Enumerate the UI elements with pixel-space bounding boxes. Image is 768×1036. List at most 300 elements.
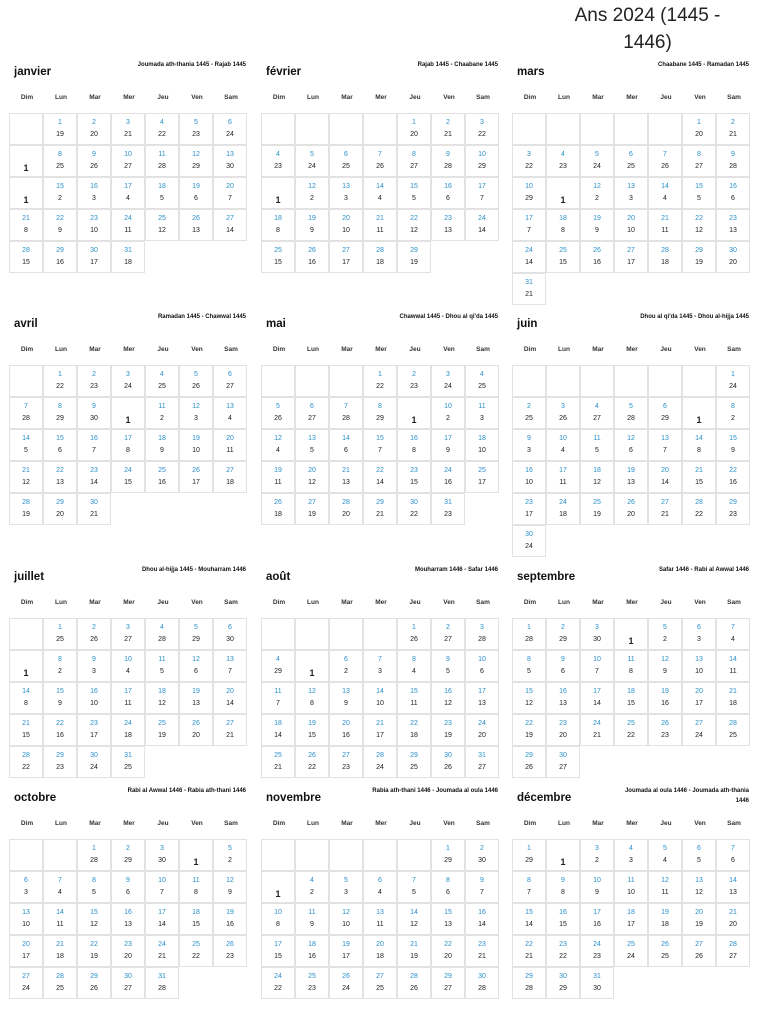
day-cell[interactable] [580, 209, 614, 241]
day-cell[interactable] [397, 682, 431, 714]
day-cell[interactable] [580, 429, 614, 461]
day-cell[interactable] [431, 365, 465, 397]
day-cell[interactable] [648, 177, 682, 209]
day-cell[interactable] [363, 650, 397, 682]
day-cell[interactable] [580, 903, 614, 935]
day-cell[interactable] [465, 365, 499, 397]
day-cell[interactable] [43, 650, 77, 682]
day-cell[interactable] [682, 397, 716, 429]
day-cell[interactable] [580, 461, 614, 493]
day-cell[interactable] [546, 209, 580, 241]
day-cell[interactable] [43, 209, 77, 241]
day-cell[interactable] [431, 871, 465, 903]
day-cell[interactable] [261, 241, 295, 273]
day-cell[interactable] [716, 682, 750, 714]
day-cell[interactable] [648, 839, 682, 871]
day-cell[interactable] [397, 871, 431, 903]
day-cell[interactable] [431, 682, 465, 714]
day-cell[interactable] [397, 746, 431, 778]
day-cell[interactable] [261, 429, 295, 461]
day-cell[interactable] [179, 682, 213, 714]
day-cell[interactable] [111, 429, 145, 461]
day-cell[interactable] [179, 714, 213, 746]
day-cell[interactable] [261, 397, 295, 429]
day-cell[interactable] [9, 871, 43, 903]
day-cell[interactable] [145, 113, 179, 145]
day-cell[interactable] [145, 903, 179, 935]
day-cell[interactable] [465, 145, 499, 177]
day-cell[interactable] [682, 145, 716, 177]
day-cell[interactable] [716, 113, 750, 145]
day-cell[interactable] [465, 209, 499, 241]
day-cell[interactable] [363, 209, 397, 241]
day-cell[interactable] [546, 839, 580, 871]
day-cell[interactable] [77, 967, 111, 999]
day-cell[interactable] [431, 397, 465, 429]
day-cell[interactable] [614, 618, 648, 650]
day-cell[interactable] [111, 682, 145, 714]
day-cell[interactable] [465, 871, 499, 903]
day-cell[interactable] [329, 871, 363, 903]
day-cell[interactable] [397, 429, 431, 461]
day-cell[interactable] [261, 177, 295, 209]
day-cell[interactable] [111, 839, 145, 871]
day-cell[interactable] [512, 493, 546, 525]
day-cell[interactable] [295, 714, 329, 746]
day-cell[interactable] [580, 241, 614, 273]
day-cell[interactable] [329, 682, 363, 714]
day-cell[interactable] [614, 871, 648, 903]
day-cell[interactable] [261, 493, 295, 525]
day-cell[interactable] [145, 967, 179, 999]
day-cell[interactable] [546, 682, 580, 714]
day-cell[interactable] [179, 461, 213, 493]
day-cell[interactable] [77, 397, 111, 429]
day-cell[interactable] [145, 461, 179, 493]
day-cell[interactable] [431, 461, 465, 493]
day-cell[interactable] [363, 241, 397, 273]
day-cell[interactable] [111, 241, 145, 273]
day-cell[interactable] [111, 461, 145, 493]
day-cell[interactable] [43, 746, 77, 778]
day-cell[interactable] [213, 429, 247, 461]
day-cell[interactable] [329, 145, 363, 177]
day-cell[interactable] [716, 209, 750, 241]
day-cell[interactable] [77, 177, 111, 209]
day-cell[interactable] [716, 493, 750, 525]
day-cell[interactable] [431, 839, 465, 871]
day-cell[interactable] [145, 177, 179, 209]
day-cell[interactable] [295, 177, 329, 209]
day-cell[interactable] [329, 967, 363, 999]
day-cell[interactable] [77, 145, 111, 177]
day-cell[interactable] [213, 397, 247, 429]
day-cell[interactable] [77, 493, 111, 525]
day-cell[interactable] [213, 935, 247, 967]
day-cell[interactable] [9, 903, 43, 935]
day-cell[interactable] [9, 650, 43, 682]
day-cell[interactable] [295, 397, 329, 429]
day-cell[interactable] [512, 746, 546, 778]
day-cell[interactable] [295, 461, 329, 493]
day-cell[interactable] [397, 113, 431, 145]
day-cell[interactable] [261, 871, 295, 903]
day-cell[interactable] [397, 209, 431, 241]
day-cell[interactable] [580, 682, 614, 714]
day-cell[interactable] [397, 714, 431, 746]
day-cell[interactable] [512, 429, 546, 461]
day-cell[interactable] [77, 714, 111, 746]
day-cell[interactable] [213, 839, 247, 871]
day-cell[interactable] [145, 397, 179, 429]
day-cell[interactable] [9, 493, 43, 525]
day-cell[interactable] [363, 967, 397, 999]
day-cell[interactable] [363, 177, 397, 209]
day-cell[interactable] [329, 903, 363, 935]
day-cell[interactable] [682, 429, 716, 461]
day-cell[interactable] [77, 241, 111, 273]
day-cell[interactable] [179, 113, 213, 145]
day-cell[interactable] [77, 461, 111, 493]
day-cell[interactable] [43, 429, 77, 461]
day-cell[interactable] [546, 871, 580, 903]
day-cell[interactable] [329, 177, 363, 209]
day-cell[interactable] [431, 746, 465, 778]
day-cell[interactable] [512, 241, 546, 273]
day-cell[interactable] [145, 714, 179, 746]
day-cell[interactable] [77, 209, 111, 241]
day-cell[interactable] [614, 714, 648, 746]
day-cell[interactable] [77, 429, 111, 461]
day-cell[interactable] [111, 935, 145, 967]
day-cell[interactable] [431, 650, 465, 682]
day-cell[interactable] [261, 746, 295, 778]
day-cell[interactable] [261, 935, 295, 967]
day-cell[interactable] [77, 903, 111, 935]
day-cell[interactable] [111, 746, 145, 778]
day-cell[interactable] [614, 429, 648, 461]
day-cell[interactable] [431, 429, 465, 461]
day-cell[interactable] [363, 397, 397, 429]
day-cell[interactable] [397, 650, 431, 682]
day-cell[interactable] [580, 650, 614, 682]
day-cell[interactable] [512, 682, 546, 714]
day-cell[interactable] [546, 714, 580, 746]
day-cell[interactable] [648, 493, 682, 525]
day-cell[interactable] [465, 903, 499, 935]
day-cell[interactable] [546, 145, 580, 177]
day-cell[interactable] [43, 903, 77, 935]
day-cell[interactable] [295, 241, 329, 273]
day-cell[interactable] [614, 935, 648, 967]
day-cell[interactable] [213, 871, 247, 903]
day-cell[interactable] [9, 935, 43, 967]
day-cell[interactable] [179, 935, 213, 967]
day-cell[interactable] [397, 903, 431, 935]
day-cell[interactable] [431, 967, 465, 999]
day-cell[interactable] [213, 209, 247, 241]
day-cell[interactable] [431, 618, 465, 650]
day-cell[interactable] [363, 746, 397, 778]
day-cell[interactable] [77, 839, 111, 871]
day-cell[interactable] [329, 493, 363, 525]
day-cell[interactable] [179, 429, 213, 461]
day-cell[interactable] [716, 365, 750, 397]
day-cell[interactable] [111, 650, 145, 682]
day-cell[interactable] [512, 967, 546, 999]
day-cell[interactable] [512, 397, 546, 429]
day-cell[interactable] [716, 871, 750, 903]
day-cell[interactable] [648, 397, 682, 429]
day-cell[interactable] [648, 145, 682, 177]
day-cell[interactable] [716, 714, 750, 746]
day-cell[interactable] [111, 177, 145, 209]
day-cell[interactable] [465, 429, 499, 461]
day-cell[interactable] [648, 241, 682, 273]
day-cell[interactable] [145, 839, 179, 871]
day-cell[interactable] [546, 650, 580, 682]
day-cell[interactable] [261, 650, 295, 682]
day-cell[interactable] [111, 365, 145, 397]
day-cell[interactable] [329, 241, 363, 273]
day-cell[interactable] [363, 682, 397, 714]
day-cell[interactable] [716, 618, 750, 650]
day-cell[interactable] [682, 903, 716, 935]
day-cell[interactable] [363, 145, 397, 177]
day-cell[interactable] [397, 935, 431, 967]
day-cell[interactable] [546, 493, 580, 525]
day-cell[interactable] [716, 397, 750, 429]
day-cell[interactable] [648, 650, 682, 682]
day-cell[interactable] [295, 429, 329, 461]
day-cell[interactable] [295, 682, 329, 714]
day-cell[interactable] [682, 839, 716, 871]
day-cell[interactable] [716, 241, 750, 273]
day-cell[interactable] [329, 746, 363, 778]
day-cell[interactable] [9, 967, 43, 999]
day-cell[interactable] [179, 871, 213, 903]
day-cell[interactable] [363, 935, 397, 967]
day-cell[interactable] [648, 714, 682, 746]
day-cell[interactable] [329, 650, 363, 682]
day-cell[interactable] [43, 871, 77, 903]
day-cell[interactable] [580, 839, 614, 871]
day-cell[interactable] [111, 871, 145, 903]
day-cell[interactable] [9, 145, 43, 177]
day-cell[interactable] [614, 839, 648, 871]
day-cell[interactable] [43, 935, 77, 967]
day-cell[interactable] [9, 241, 43, 273]
day-cell[interactable] [580, 967, 614, 999]
day-cell[interactable] [261, 967, 295, 999]
day-cell[interactable] [179, 397, 213, 429]
day-cell[interactable] [43, 493, 77, 525]
day-cell[interactable] [179, 650, 213, 682]
day-cell[interactable] [546, 177, 580, 209]
day-cell[interactable] [145, 650, 179, 682]
day-cell[interactable] [261, 209, 295, 241]
day-cell[interactable] [682, 241, 716, 273]
day-cell[interactable] [397, 145, 431, 177]
day-cell[interactable] [682, 493, 716, 525]
day-cell[interactable] [43, 967, 77, 999]
day-cell[interactable] [213, 113, 247, 145]
day-cell[interactable] [431, 935, 465, 967]
day-cell[interactable] [716, 650, 750, 682]
day-cell[interactable] [682, 871, 716, 903]
day-cell[interactable] [43, 241, 77, 273]
day-cell[interactable] [648, 209, 682, 241]
day-cell[interactable] [682, 682, 716, 714]
day-cell[interactable] [682, 177, 716, 209]
day-cell[interactable] [614, 177, 648, 209]
day-cell[interactable] [261, 461, 295, 493]
day-cell[interactable] [179, 177, 213, 209]
day-cell[interactable] [295, 871, 329, 903]
day-cell[interactable] [77, 113, 111, 145]
day-cell[interactable] [397, 241, 431, 273]
day-cell[interactable] [682, 935, 716, 967]
day-cell[interactable] [179, 209, 213, 241]
day-cell[interactable] [465, 650, 499, 682]
day-cell[interactable] [465, 935, 499, 967]
day-cell[interactable] [512, 903, 546, 935]
day-cell[interactable] [145, 682, 179, 714]
day-cell[interactable] [580, 177, 614, 209]
day-cell[interactable] [614, 493, 648, 525]
day-cell[interactable] [261, 145, 295, 177]
day-cell[interactable] [111, 967, 145, 999]
day-cell[interactable] [512, 871, 546, 903]
day-cell[interactable] [77, 682, 111, 714]
day-cell[interactable] [329, 429, 363, 461]
day-cell[interactable] [465, 714, 499, 746]
day-cell[interactable] [465, 113, 499, 145]
day-cell[interactable] [9, 429, 43, 461]
day-cell[interactable] [363, 365, 397, 397]
day-cell[interactable] [614, 682, 648, 714]
day-cell[interactable] [329, 209, 363, 241]
day-cell[interactable] [512, 935, 546, 967]
day-cell[interactable] [43, 714, 77, 746]
day-cell[interactable] [145, 145, 179, 177]
day-cell[interactable] [295, 903, 329, 935]
day-cell[interactable] [648, 871, 682, 903]
day-cell[interactable] [295, 935, 329, 967]
day-cell[interactable] [179, 365, 213, 397]
day-cell[interactable] [295, 967, 329, 999]
day-cell[interactable] [580, 397, 614, 429]
day-cell[interactable] [614, 650, 648, 682]
day-cell[interactable] [213, 145, 247, 177]
day-cell[interactable] [397, 618, 431, 650]
day-cell[interactable] [329, 397, 363, 429]
day-cell[interactable] [111, 397, 145, 429]
day-cell[interactable] [546, 397, 580, 429]
day-cell[interactable] [580, 871, 614, 903]
day-cell[interactable] [363, 871, 397, 903]
day-cell[interactable] [648, 429, 682, 461]
day-cell[interactable] [363, 461, 397, 493]
day-cell[interactable] [77, 935, 111, 967]
day-cell[interactable] [329, 935, 363, 967]
day-cell[interactable] [397, 967, 431, 999]
day-cell[interactable] [77, 618, 111, 650]
day-cell[interactable] [546, 241, 580, 273]
day-cell[interactable] [111, 209, 145, 241]
day-cell[interactable] [179, 145, 213, 177]
day-cell[interactable] [397, 461, 431, 493]
day-cell[interactable] [145, 935, 179, 967]
day-cell[interactable] [465, 682, 499, 714]
day-cell[interactable] [546, 903, 580, 935]
day-cell[interactable] [213, 461, 247, 493]
day-cell[interactable] [512, 714, 546, 746]
day-cell[interactable] [465, 967, 499, 999]
day-cell[interactable] [682, 618, 716, 650]
day-cell[interactable] [77, 650, 111, 682]
day-cell[interactable] [179, 618, 213, 650]
day-cell[interactable] [512, 461, 546, 493]
day-cell[interactable] [716, 839, 750, 871]
day-cell[interactable] [546, 746, 580, 778]
day-cell[interactable] [9, 209, 43, 241]
day-cell[interactable] [363, 493, 397, 525]
day-cell[interactable] [295, 145, 329, 177]
day-cell[interactable] [111, 145, 145, 177]
day-cell[interactable] [111, 714, 145, 746]
day-cell[interactable] [512, 145, 546, 177]
day-cell[interactable] [512, 839, 546, 871]
day-cell[interactable] [329, 461, 363, 493]
day-cell[interactable] [580, 145, 614, 177]
day-cell[interactable] [431, 145, 465, 177]
day-cell[interactable] [77, 746, 111, 778]
day-cell[interactable] [431, 209, 465, 241]
day-cell[interactable] [9, 397, 43, 429]
day-cell[interactable] [431, 714, 465, 746]
day-cell[interactable] [213, 682, 247, 714]
day-cell[interactable] [512, 177, 546, 209]
day-cell[interactable] [431, 177, 465, 209]
day-cell[interactable] [43, 682, 77, 714]
day-cell[interactable] [512, 525, 546, 557]
day-cell[interactable] [614, 903, 648, 935]
day-cell[interactable] [213, 650, 247, 682]
day-cell[interactable] [465, 746, 499, 778]
day-cell[interactable] [295, 650, 329, 682]
day-cell[interactable] [465, 397, 499, 429]
day-cell[interactable] [363, 429, 397, 461]
day-cell[interactable] [397, 177, 431, 209]
day-cell[interactable] [145, 871, 179, 903]
day-cell[interactable] [580, 618, 614, 650]
day-cell[interactable] [9, 746, 43, 778]
day-cell[interactable] [179, 839, 213, 871]
day-cell[interactable] [111, 113, 145, 145]
day-cell[interactable] [213, 714, 247, 746]
day-cell[interactable] [648, 903, 682, 935]
day-cell[interactable] [261, 903, 295, 935]
day-cell[interactable] [682, 113, 716, 145]
day-cell[interactable] [465, 177, 499, 209]
day-cell[interactable] [431, 493, 465, 525]
day-cell[interactable] [43, 461, 77, 493]
day-cell[interactable] [9, 714, 43, 746]
day-cell[interactable] [213, 618, 247, 650]
day-cell[interactable] [716, 145, 750, 177]
day-cell[interactable] [145, 365, 179, 397]
